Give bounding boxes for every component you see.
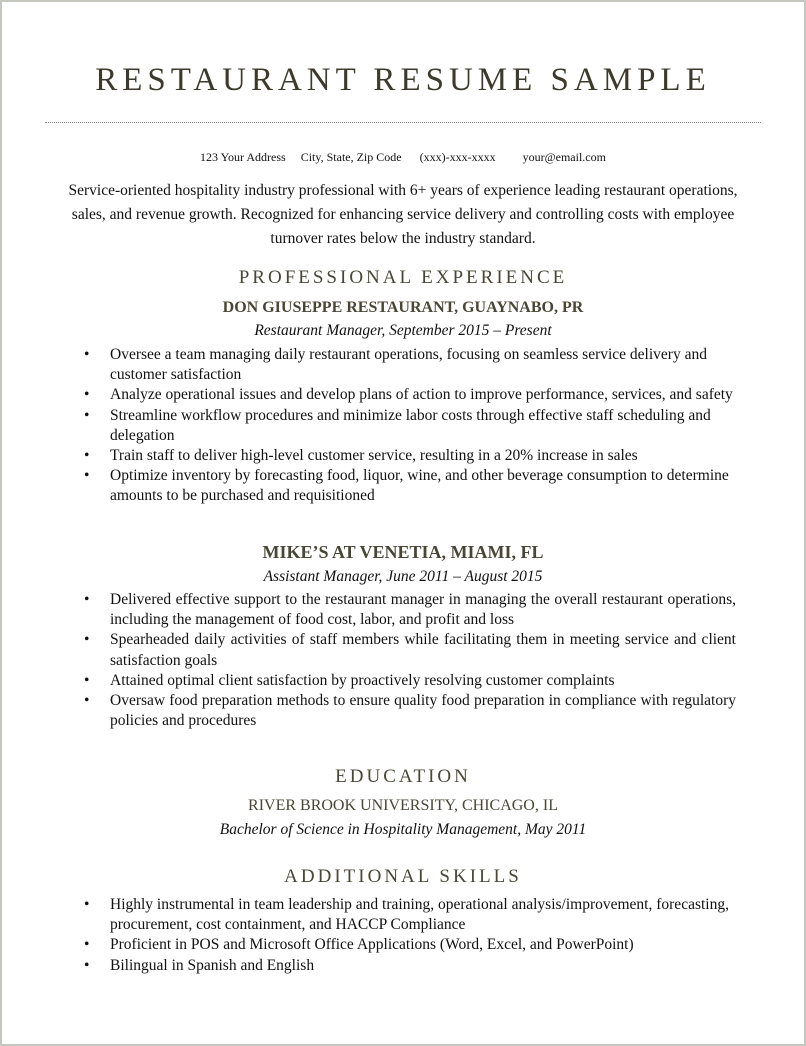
contact-address: 123 Your Address — [200, 150, 286, 164]
list-item: • Analyze operational issues and develop plans of action to improve performance, services, and safety — [110, 385, 736, 405]
list-item: • Train staff to deliver high-level customer service, resulting in a 20% increase in sales — [110, 446, 736, 466]
skills-bullet-list — [110, 895, 736, 976]
job-role: Assistant Manager, June 2011 – August 2015 — [263, 568, 543, 585]
list-item: • Highly instrumental in team leadership and training, operational analysis/improvement, forecasting, procurement, cost containment, and HACCP Compliance — [110, 895, 736, 935]
education-heading: EDUCATION — [335, 766, 471, 787]
list-item: • Spearheaded daily activities of staff members while facilitating them in meeting service and client satisfaction goals — [110, 630, 736, 670]
list-item: • Oversee a team managing daily restaurant operations, focusing on seamless service delivery and customer satisfaction — [110, 345, 736, 385]
list-item: • Oversaw food preparation methods to ensure quality food preparation in compliance with regulatory policies and procedures — [110, 691, 736, 731]
title-divider — [45, 122, 761, 123]
professional-summary: Service-oriented hospitality industry professional with 6+ years of experience leading restaurant operations, sales, and revenue growth. Recognized for enhancing service delivery and controlling costs with employee turnover rates below the industry standard. — [68, 182, 738, 247]
contact-line — [0, 149, 806, 165]
job-bullet-list — [110, 345, 736, 507]
job-role: Restaurant Manager, September 2015 – Present — [254, 322, 552, 339]
list-item: • Delivered effective support to the restaurant manager in managing the overall restaurant operations, including the management of food cost, labor, and profit and loss — [110, 590, 736, 630]
contact-email: your@email.com — [522, 150, 606, 164]
employer-title: MIKE’S AT VENETIA, MIAMI, FL — [262, 542, 544, 562]
list-item: • Attained optimal client satisfaction by proactively resolving customer complaints — [110, 671, 736, 691]
skills-heading: ADDITIONAL SKILLS — [284, 866, 522, 887]
list-item: • Optimize inventory by forecasting food, liquor, wine, and other beverage consumption to determine amounts to be purchased and requisitioned — [110, 466, 736, 506]
employer-title: DON GIUSEPPE RESTAURANT, GUAYNABO, PR — [222, 299, 584, 316]
list-item: • Bilingual in Spanish and English — [110, 956, 736, 976]
list-item: • Streamline workflow procedures and minimize labor costs through effective staff scheduling and delegation — [110, 406, 736, 446]
list-item: • Proficient in POS and Microsoft Office Applications (Word, Excel, and PowerPoint) — [110, 935, 736, 955]
degree: Bachelor of Science in Hospitality Management, May 2011 — [219, 821, 587, 838]
contact-phone: (xxx)-xxx-xxxx — [419, 150, 496, 164]
school-name: RIVER BROOK UNIVERSITY, CHICAGO, IL — [248, 797, 558, 814]
resume-title: RESTAURANT RESUME SAMPLE — [95, 62, 711, 98]
contact-city: City, State, Zip Code — [300, 150, 402, 164]
job-bullet-list — [110, 590, 736, 731]
experience-heading: PROFESSIONAL EXPERIENCE — [238, 267, 568, 288]
